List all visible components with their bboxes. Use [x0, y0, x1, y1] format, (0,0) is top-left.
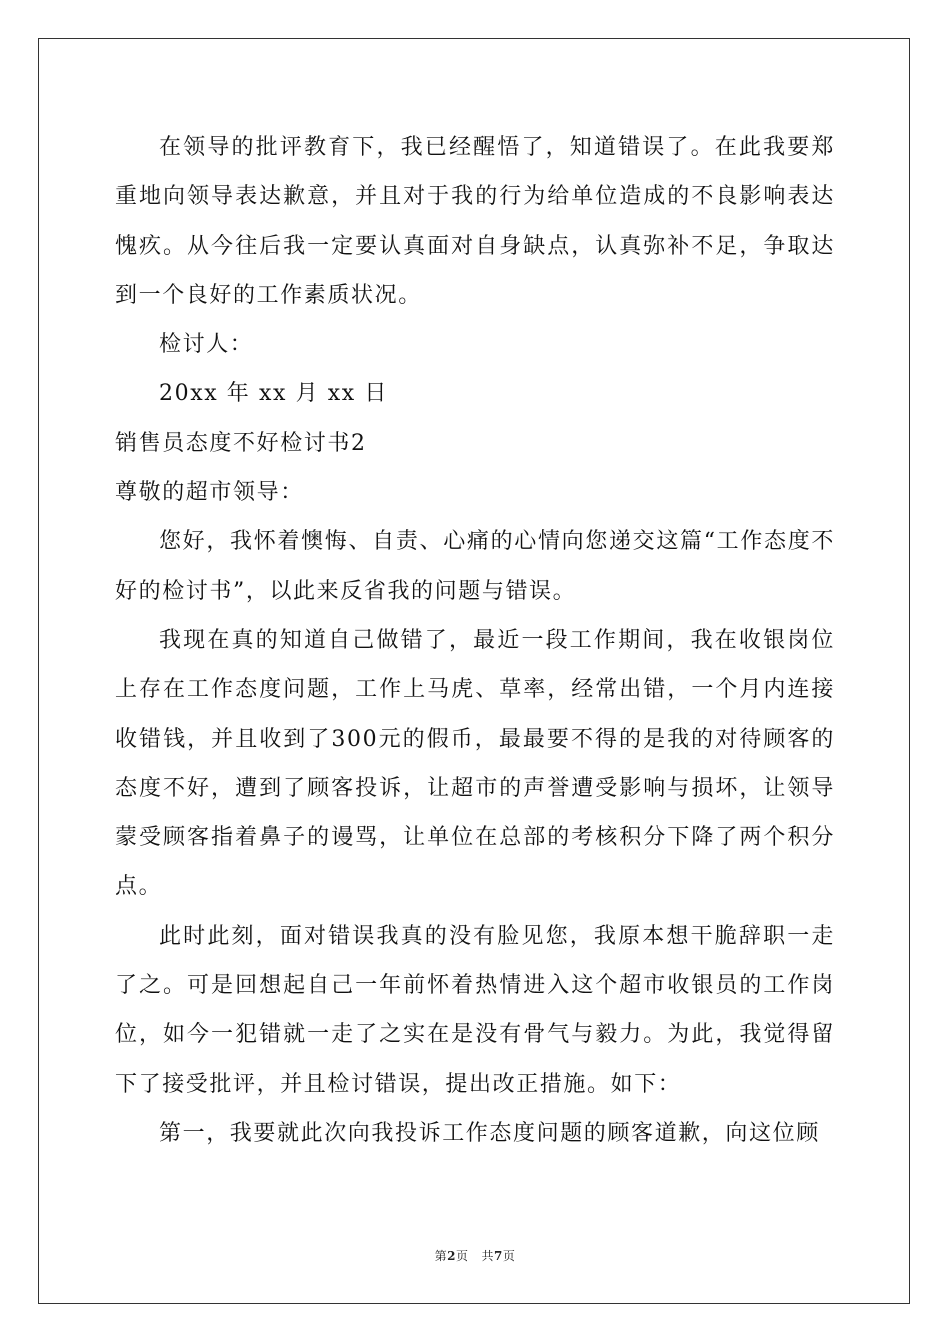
page-prefix: 第: [434, 1249, 448, 1263]
total-unit: 页: [502, 1249, 516, 1263]
paragraph-greeting: 您好，我怀着懊悔、自责、心痛的心情向您递交这篇“工作态度不好的检讨书”，以此来反省我的问题与错误。: [115, 529, 835, 604]
section-title: 销售员态度不好检讨书2: [115, 430, 367, 456]
total-prefix: 共: [481, 1249, 494, 1263]
document-body: [115, 123, 835, 1158]
paragraph-first-measure: 第一，我要就此次向我投诉工作态度问题的顾客道歉，向这位顾: [159, 1120, 820, 1146]
page-footer: [0, 1248, 950, 1264]
page-unit: 页: [456, 1249, 469, 1263]
paragraph-reflection: 此时此刻，面对错误我真的没有脸见您，我原本想干脆辞职一走了之。可是回想起自己一年前怀着热情进入这个超市收银员的工作岗位，如今一犯错就一走了之实在是没有骨气与毅力。为此，我觉得留下了接受批评，并且检讨错误，提出改正措施。如下：: [115, 923, 835, 1097]
paragraph-mistakes: 我现在真的知道自己做错了，最近一段工作期间，我在收银岗位上存在工作态度问题，工作上马虎、草率，经常出错，一个月内连接收错钱，并且收到了300元的假币，最最要不得的是我的对待顾客的态度不好，遭到了顾客投诉，让超市的声誉遭受影响与损坏，让领导蒙受顾客指着鼻子的谩骂，让单位在总部的考核积分下降了两个积分点。: [115, 627, 835, 900]
current-page-number: 2: [447, 1249, 456, 1263]
paragraph-apology-conclusion: 在领导的批评教育下，我已经醒悟了，知道错误了。在此我要郑重地向领导表达歉意，并且对于我的行为给单位造成的不良影响表达愧疚。从今往后我一定要认真面对自身缺点，认真弥补不足，争取达到一个良好的工作素质状况。: [115, 135, 835, 308]
salutation: 尊敬的超市领导：: [115, 480, 304, 506]
date-line: 20xx 年 xx 月 xx 日: [159, 381, 389, 407]
total-page-count: 7: [493, 1249, 503, 1263]
signature-line: 检讨人：: [159, 332, 254, 358]
